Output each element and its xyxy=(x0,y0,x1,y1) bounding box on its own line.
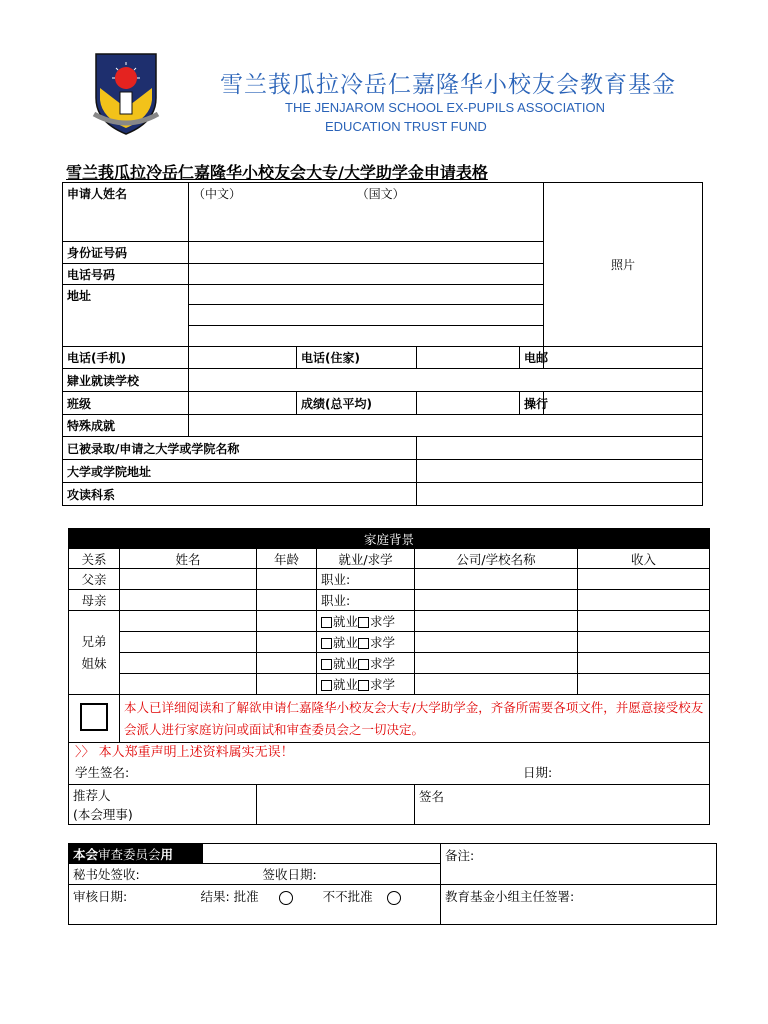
phone-number-field[interactable] xyxy=(189,264,544,285)
occupation-prefix: 职业: xyxy=(321,593,351,608)
committee-title-part2: 审查委员会 xyxy=(98,846,161,862)
home-phone-field[interactable] xyxy=(417,347,520,369)
reject-radio[interactable] xyxy=(387,891,401,905)
sibling-name-field[interactable] xyxy=(120,674,257,695)
studying-checkbox[interactable] xyxy=(358,659,369,670)
sibling-name-field[interactable] xyxy=(120,653,257,674)
org-name-chinese: 雪兰莪瓜拉冷岳仁嘉隆华小校友会教育基金 xyxy=(220,72,676,98)
sibling-status-field xyxy=(317,611,415,632)
org-name-english-line1: THE JENJAROM SCHOOL EX-PUPILS ASSOCIATION xyxy=(285,100,606,115)
applicant-name-label: 申请人姓名 xyxy=(63,183,189,242)
mother-company-field[interactable] xyxy=(415,590,578,611)
father-occupation-field[interactable] xyxy=(317,569,415,590)
studying-checkbox[interactable] xyxy=(358,680,369,691)
mobile-phone-field[interactable] xyxy=(189,347,297,369)
name-chinese-hint: （中文） xyxy=(193,187,242,201)
applicant-info-table xyxy=(62,182,703,506)
employed-label: 就业 xyxy=(333,614,359,629)
siblings-label xyxy=(69,611,120,695)
solemn-statement: 〉〉 本人郑重声明上述资料属实无误！ xyxy=(75,745,294,760)
committee-use-table xyxy=(68,843,717,925)
address-line-2[interactable] xyxy=(189,305,544,326)
conduct-label: 操行 xyxy=(520,392,544,415)
column-header: 年龄 xyxy=(257,549,317,569)
secretary-signature-label: 秘书处签收: xyxy=(73,867,140,882)
employed-checkbox[interactable] xyxy=(321,617,332,628)
sibling-company-field[interactable] xyxy=(415,674,578,695)
referee-label-cell xyxy=(69,785,257,825)
sibling-age-field[interactable] xyxy=(257,611,317,632)
review-date-label: 审核日期: xyxy=(73,889,128,904)
result-reject-label: 不不批准 xyxy=(322,889,373,904)
achievement-label: 特殊成就 xyxy=(63,415,189,437)
employed-label: 就业 xyxy=(333,656,359,671)
employed-checkbox[interactable] xyxy=(321,659,332,670)
school-logo xyxy=(90,48,162,136)
photo-box xyxy=(544,183,703,347)
father-income-field[interactable] xyxy=(578,569,710,590)
committee-title-part3: 用 xyxy=(160,846,174,862)
chair-signature-field[interactable] xyxy=(441,885,717,925)
sibling-income-field[interactable] xyxy=(578,611,710,632)
column-header: 姓名 xyxy=(120,549,257,569)
achievement-field[interactable] xyxy=(189,415,703,437)
column-header: 收入 xyxy=(578,549,710,569)
sibling-income-field[interactable] xyxy=(578,653,710,674)
student-signature-area[interactable] xyxy=(69,743,710,785)
father-company-field[interactable] xyxy=(415,569,578,590)
declaration-checkbox[interactable] xyxy=(80,703,108,731)
studying-label: 求学 xyxy=(370,677,396,692)
name-malay-hint: （国文） xyxy=(356,187,405,201)
mother-age-field[interactable] xyxy=(257,590,317,611)
university-name-label: 已被录取/申请之大学或学院名称 xyxy=(63,437,417,460)
employed-label: 就业 xyxy=(333,677,359,692)
result-field xyxy=(200,885,441,925)
ic-number-field[interactable] xyxy=(189,242,544,264)
sibling-status-field xyxy=(317,632,415,653)
university-name-field[interactable] xyxy=(417,437,703,460)
address-line-3[interactable] xyxy=(189,326,544,347)
occupation-prefix: 职业: xyxy=(321,572,351,587)
mobile-phone-label: 电话(手机) xyxy=(63,347,189,369)
approve-radio[interactable] xyxy=(279,891,293,905)
mother-name-field[interactable] xyxy=(120,590,257,611)
address-line-1[interactable] xyxy=(189,285,544,305)
committee-title-part1: 本会 xyxy=(73,846,99,862)
major-label: 攻读科系 xyxy=(63,483,417,506)
father-name-field[interactable] xyxy=(120,569,257,590)
mother-occupation-field[interactable] xyxy=(317,590,415,611)
home-phone-label: 电话(住家) xyxy=(297,347,417,369)
referee-label-line1: 推荐人 xyxy=(73,787,111,803)
column-header: 就业/求学 xyxy=(317,549,415,569)
sibling-company-field[interactable] xyxy=(415,632,578,653)
applicant-name-field[interactable] xyxy=(189,183,544,242)
studying-label: 求学 xyxy=(370,614,396,629)
university-address-field[interactable] xyxy=(417,460,703,483)
address-label: 地址 xyxy=(63,285,189,347)
employed-checkbox[interactable] xyxy=(321,680,332,691)
major-field[interactable] xyxy=(417,483,703,506)
father-age-field[interactable] xyxy=(257,569,317,590)
grade-average-label: 成绩(总平均) xyxy=(297,392,417,415)
remarks-field[interactable] xyxy=(441,844,717,885)
sibling-status-field xyxy=(317,653,415,674)
mother-income-field[interactable] xyxy=(578,590,710,611)
studying-label: 求学 xyxy=(370,635,396,650)
org-name-english-line2: EDUCATION TRUST FUND xyxy=(325,119,487,134)
studying-checkbox[interactable] xyxy=(358,617,369,628)
sibling-age-field[interactable] xyxy=(257,632,317,653)
signature-label: 签名 xyxy=(419,789,445,804)
family-section-title: 家庭背景 xyxy=(69,529,710,549)
family-background-table xyxy=(68,528,710,825)
class-label: 班级 xyxy=(63,392,189,415)
secretary-signature-field[interactable] xyxy=(69,864,203,885)
sibling-company-field[interactable] xyxy=(415,653,578,674)
declaration-text: 本人已详细阅读和了解欲申请仁嘉隆华小校友会大专/大学助学金，齐备所需要各项文件，并愿意接受校友会派人进行家庭访问或面试和审查委员会之一切决定。 xyxy=(120,695,710,743)
remarks-label: 备注: xyxy=(445,848,475,863)
siblings-label-line2: 姐妹 xyxy=(81,655,107,671)
email-field[interactable] xyxy=(544,347,703,369)
university-address-label: 大学或学院地址 xyxy=(63,460,417,483)
class-field[interactable] xyxy=(189,392,297,415)
conduct-field[interactable] xyxy=(544,392,703,415)
column-header: 公司/学校名称 xyxy=(415,549,578,569)
father-label: 父亲 xyxy=(69,569,120,590)
current-school-label: 肄业就读学校 xyxy=(63,369,189,392)
sibling-income-field[interactable] xyxy=(578,674,710,695)
committee-title-spacer xyxy=(203,844,441,864)
sibling-name-field[interactable] xyxy=(120,611,257,632)
grade-average-field[interactable] xyxy=(417,392,520,415)
siblings-label-line1: 兄弟 xyxy=(81,633,107,649)
photo-label: 照片 xyxy=(611,258,636,272)
sibling-income-field[interactable] xyxy=(578,632,710,653)
review-date-field[interactable] xyxy=(69,885,203,925)
sibling-company-field[interactable] xyxy=(415,611,578,632)
result-approve-label: 结果: 批准 xyxy=(200,889,259,904)
ic-number-label: 身份证号码 xyxy=(63,242,189,264)
sibling-name-field[interactable] xyxy=(120,632,257,653)
referee-signature-field[interactable] xyxy=(415,785,710,825)
date-label: 日期: xyxy=(523,765,553,780)
column-header: 关系 xyxy=(69,549,120,569)
employed-checkbox[interactable] xyxy=(321,638,332,649)
referee-name-field[interactable] xyxy=(257,785,415,825)
chair-signature-label: 教育基金小组主任签署: xyxy=(445,889,575,904)
committee-title xyxy=(69,844,203,864)
employed-label: 就业 xyxy=(333,635,359,650)
sibling-status-field xyxy=(317,674,415,695)
mother-label: 母亲 xyxy=(69,590,120,611)
sibling-age-field[interactable] xyxy=(257,674,317,695)
declaration-checkbox-cell xyxy=(69,695,120,743)
studying-label: 求学 xyxy=(370,656,396,671)
receipt-date-field[interactable] xyxy=(203,864,441,885)
student-signature-label: 学生签名: xyxy=(75,765,130,780)
form-title: 雪兰莪瓜拉冷岳仁嘉隆华小校友会大专/大学助学金申请表格 xyxy=(66,163,488,182)
phone-number-label: 电话号码 xyxy=(63,264,189,285)
receipt-date-label: 签收日期: xyxy=(262,867,317,882)
email-label: 电邮 xyxy=(520,347,544,369)
current-school-field[interactable] xyxy=(189,369,703,392)
studying-checkbox[interactable] xyxy=(358,638,369,649)
referee-label-line2: (本会理事) xyxy=(73,806,133,822)
sibling-age-field[interactable] xyxy=(257,653,317,674)
